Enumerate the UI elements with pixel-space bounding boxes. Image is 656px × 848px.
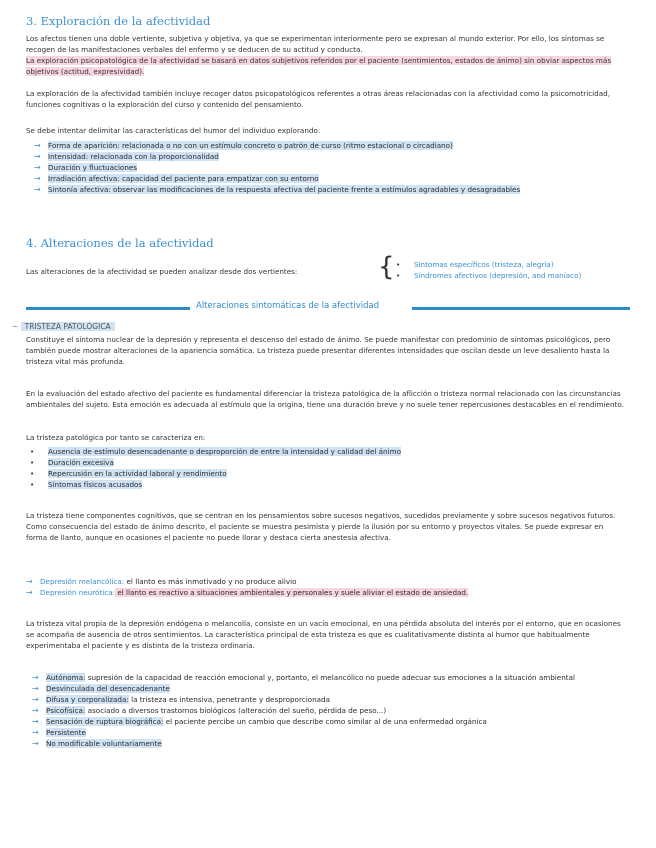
humor-characteristics-list xyxy=(34,140,614,195)
tristeza-paragraph-3: La tristeza patológica por tanto se caracteriza en: xyxy=(26,433,206,442)
list-item: → Depresión melancólica: el llanto es más inmotivado y no produce alivio xyxy=(26,576,626,587)
tristeza-paragraph-5: La tristeza vital propia de la depresión endógena o melancolía, consiste en un vacío emocional, en una pérdida absoluta del interés por el entorno, que en ocasiones se acompaña de ausencia de otros sentimientos. La característica principal de esta tristeza es que es cualitativamente distinta al humor que habitualmente experimentaba el paciente y es distinta de la tristeza ordinaria. xyxy=(26,619,621,650)
list-item: → Persistente xyxy=(32,727,592,738)
list-item: → Psicofísica: asociado a diversos trastornos biológicos (alteración del sueño, pérdida de peso...) xyxy=(32,705,592,716)
list-item: • Repercusión en la actividad laboral y rendimiento xyxy=(26,468,586,479)
list-item: → Sensación de ruptura biográfica: el paciente percibe un cambio que describe como similar al de una enfermedad orgánica xyxy=(32,716,592,727)
list-item: → Autónoma: supresión de la capacidad de reacción emocional y, portanto, el melancólico no puede adecuar sus emociones a la situación ambiental xyxy=(32,672,592,683)
tilde-icon: ~ xyxy=(12,322,21,331)
list-item: → Depresión neurótica: el llanto es reactivo a situaciones ambientales y personales y suele aliviar el estado de ansiedad. xyxy=(26,587,626,598)
list-item: → Sintonía afectiva: observar las modificaciones de la respuesta afectiva del paciente frente a estímulos agradables y desagradables xyxy=(34,184,614,195)
section-3-paragraph-2: La exploración psicopatológica de la afectividad se basará en datos subjetivos referidos por el paciente (sentimientos, estados de ánimo) sin obviar aspectos más objetivos (actitud, expresividad). xyxy=(26,56,612,76)
tristeza-paragraph-1: Constituye el síntoma nuclear de la depresión y representa el descenso del estado de ánimo. Se puede manifestar con predominio de síntomas psicológicos, pero también puede mostrar alteraciones de la apariencia somática. La tristeza puede presentar diferentes intensidades que oscilan desde un leve desaliento hasta la tristeza vital más profunda. xyxy=(26,335,611,366)
list-item: → Intensidad: relacionada con la proporcionalidad xyxy=(34,151,614,162)
list-item: • Síntomas específicos (tristeza, alegría) xyxy=(392,259,632,270)
tristeza-paragraph-4: La tristeza tiene componentes cognitivos, que se centran en los pensamientos sobre sucesos negativos, sucedidos previamente y sobre sucesos negativos futuros. Como consecuencia del estado de ánimo descrito, el paciente se muestra pesimista y pierde la ilusión por su entorno y proyectos vitales. Se puede expresar en forma de llanto, aunque en ocasiones el paciente no puede llorar y destaca cierta anestesia afectiva. xyxy=(26,511,616,542)
tristeza-title: TRISTEZA PATOLÓGICA xyxy=(21,322,115,331)
list-item: → Desvinculada del desencadenante xyxy=(32,683,592,694)
banner-title: Alteraciones sintomáticas de la afectividad xyxy=(196,301,380,311)
list-item: → No modificable voluntariamente xyxy=(32,738,592,749)
section-3-title: 3. Exploración de la afectividad xyxy=(26,14,211,28)
section-4-branches xyxy=(392,259,632,281)
section-4-title: 4. Alteraciones de la afectividad xyxy=(26,236,214,250)
tristeza-bullets xyxy=(26,446,586,490)
list-item: • Duración excesiva xyxy=(26,457,586,468)
list-item: • Síndromes afectivos (depresión, and maníaco) xyxy=(392,270,632,281)
section-3-paragraph-3: La exploración de la afectividad también incluye recoger datos psicopatológicos referentes a otras áreas relacionadas con la afectividad como la psicomotricidad, funciones cognitivas o la exploración del curso y contenido del pensamiento. xyxy=(26,89,610,109)
list-item: → Forma de aparición: relacionada o no con un estímulo concreto o patrón de curso (ritmo estacional o circadiano) xyxy=(34,140,614,151)
list-item: → Difusa y corporalizada: la tristeza es intensiva, penetrante y desproporcionada xyxy=(32,694,592,705)
section-3-paragraph-1: Los afectos tienen una doble vertiente, subjetiva y objetiva, ya que se experimentan interiormente pero se expresan al mundo exterior. Por ello, los síntomas se recogen de las manifestaciones verbales del enfermo y se deducen de su actitud y conducta. xyxy=(26,34,605,54)
brace-icon: { xyxy=(378,252,395,282)
tristeza-paragraph-2: En la evaluación del estado afectivo del paciente es fundamental diferenciar la tristeza patológica de la aflicción o tristeza normal relacionada con las circunstancias ambientales del sujeto. Esta emoción es adecuada al estímulo que la origina, tiene una duración breve y no suele tener repercusiones destacables en el rendimiento. xyxy=(26,389,624,409)
list-item: → Irradiación afectiva: capacidad del paciente para empatizar con su entorno xyxy=(34,173,614,184)
section-3-paragraph-4: Se debe intentar delimitar las características del humor del individuo explorando: xyxy=(26,126,321,135)
list-item: • Ausencia de estímulo desencadenante o desproporción de entre la intensidad y calidad del ánimo xyxy=(26,446,586,457)
list-item: • Síntomas físicos acusados xyxy=(26,479,586,490)
banner-line-right xyxy=(412,307,630,310)
banner-line-left xyxy=(26,307,190,310)
depression-types-list xyxy=(26,576,626,598)
section-4-intro: Las alteraciones de la afectividad se pueden analizar desde dos vertientes: xyxy=(26,267,298,276)
list-item: → Duración y fluctuaciones xyxy=(34,162,614,173)
vital-sadness-list xyxy=(32,672,592,749)
